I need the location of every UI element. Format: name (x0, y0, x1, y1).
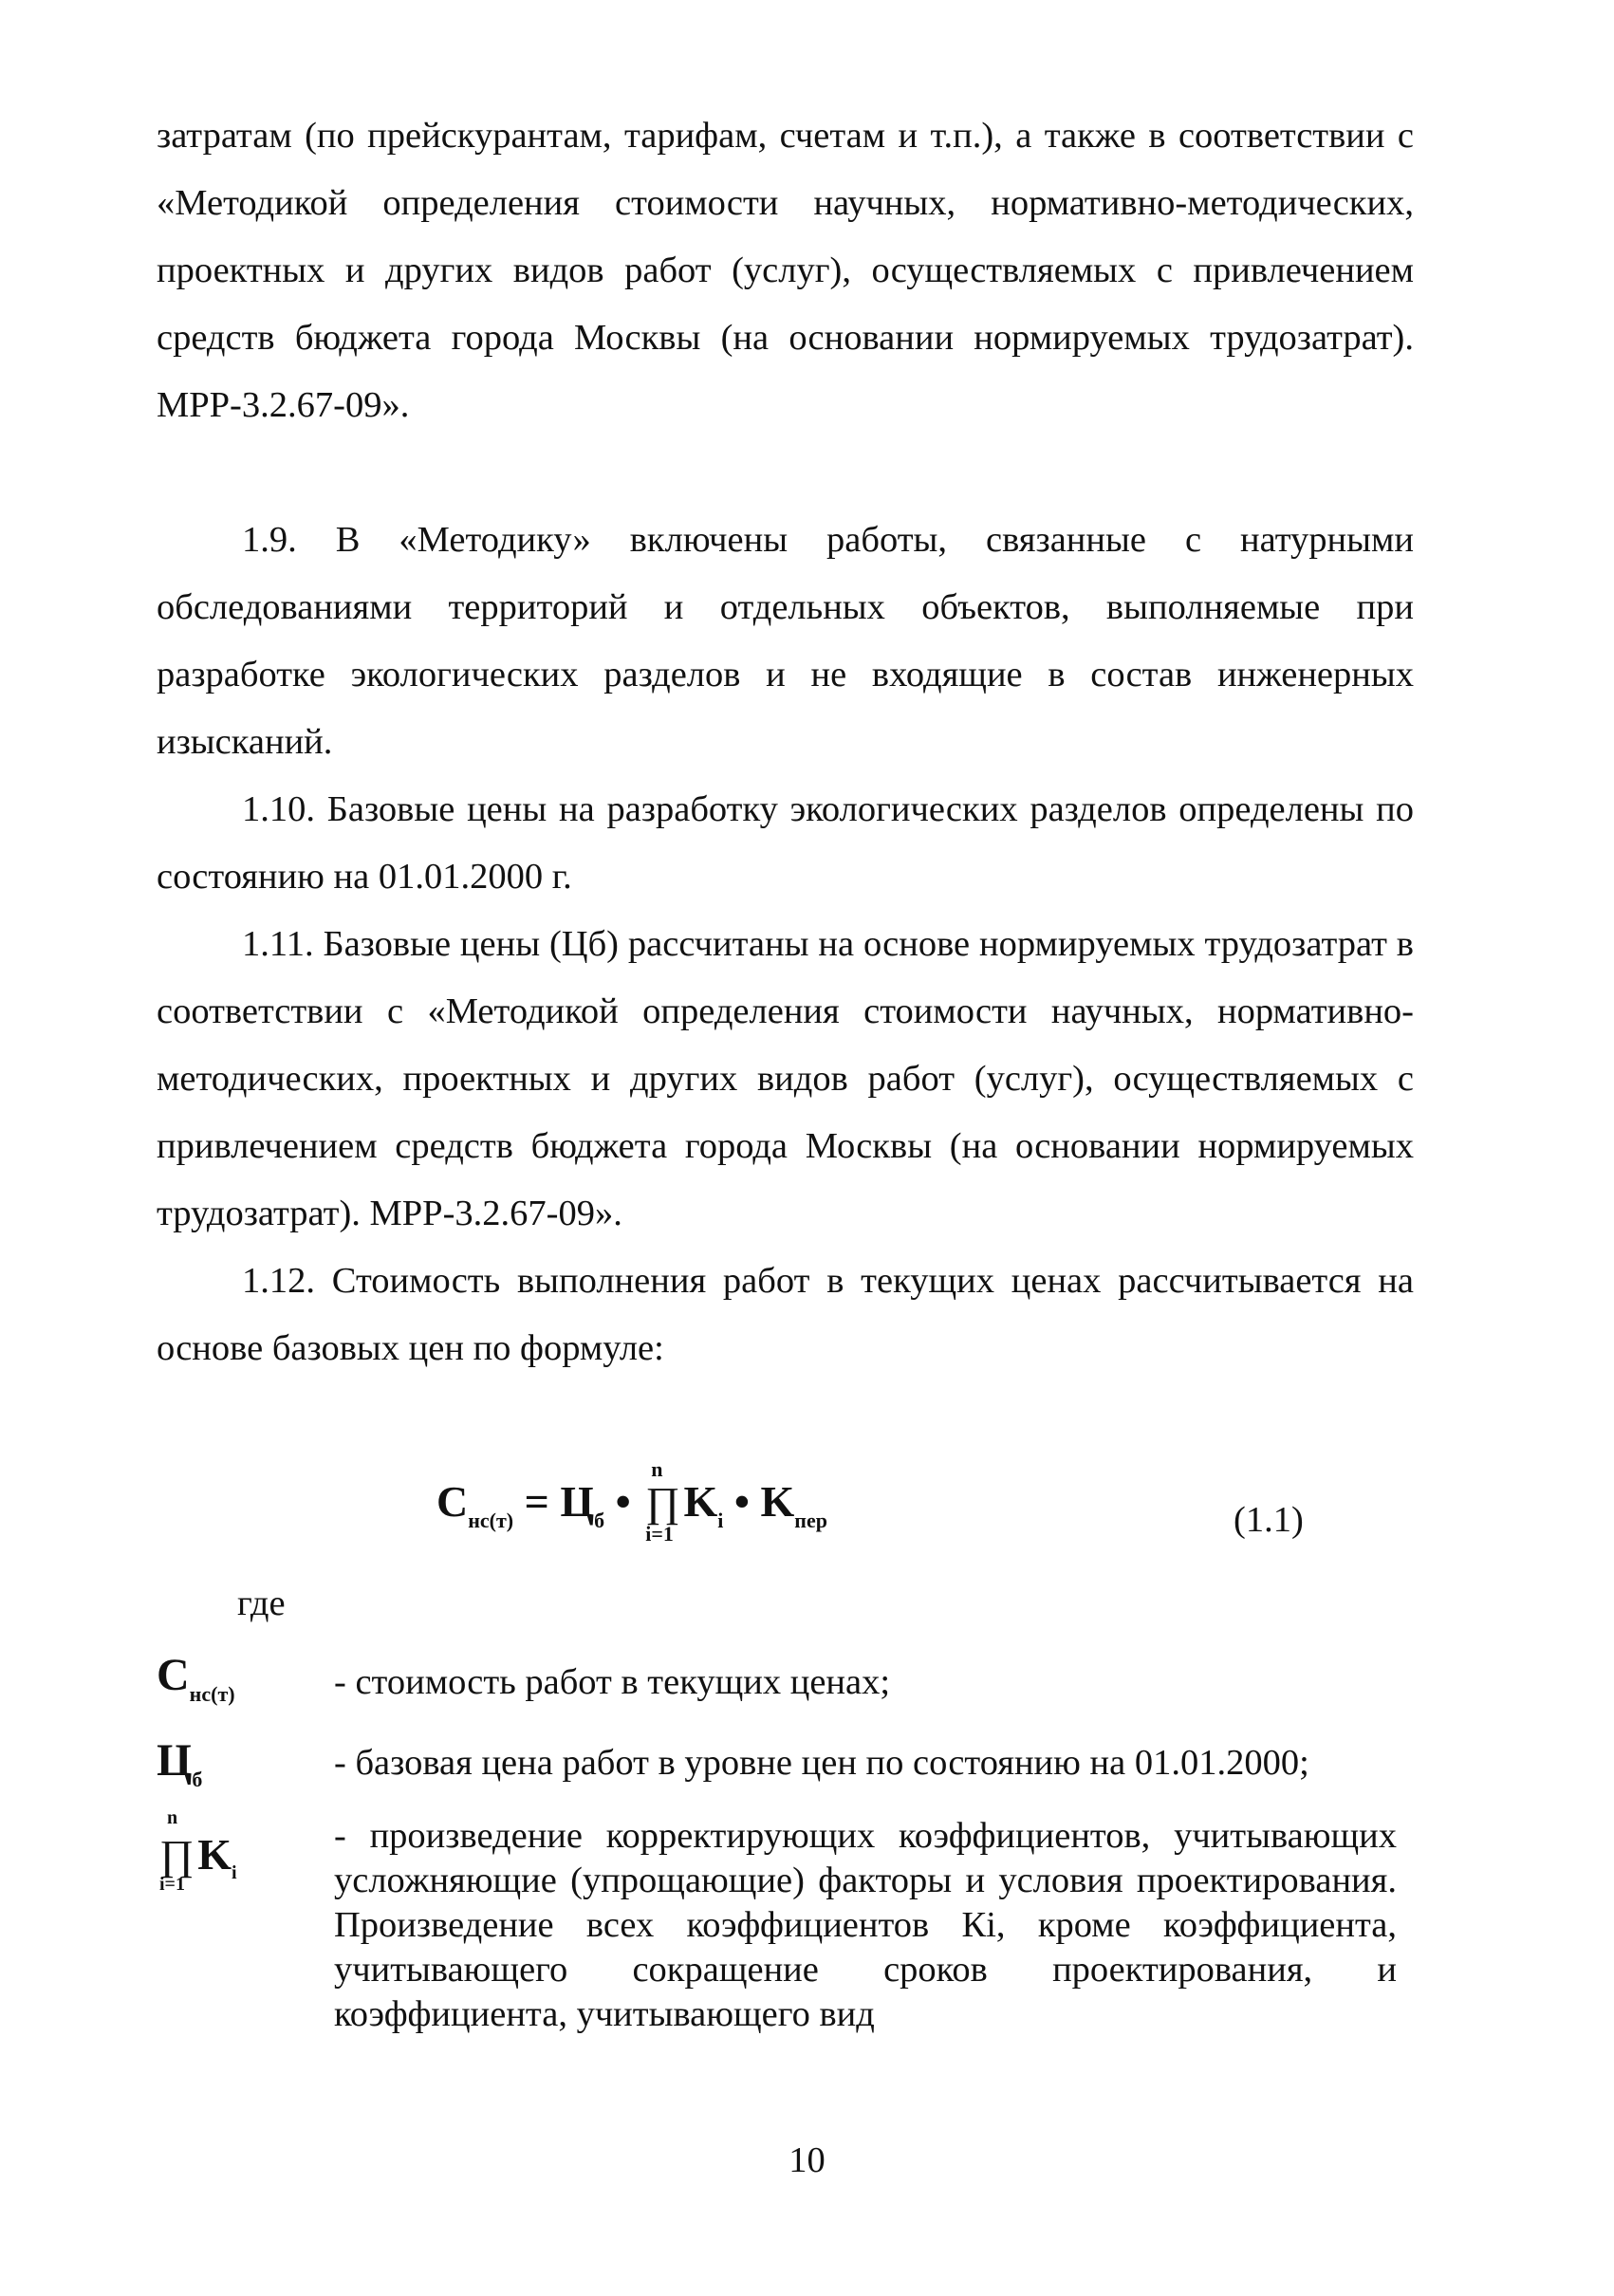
formula-dot-2: • (723, 1477, 761, 1526)
definition-symbol-base-price: $Ц_б$ (157, 1735, 203, 1791)
definition-text-product: - произведение корректирующих коэффициентов, учитывающих усложняющие (упрощающие) факторы и условия проектирования. Произведение всех коэффициентов Кi, кроме коэффициента, учитывающего сокращение сроков проектирования, и коэффициента, учитывающего вид (334, 1816, 1397, 2034)
product-lower-limit: i=1 (645, 1522, 674, 1546)
product-symbol: ∏ n i=1 (645, 1457, 680, 1546)
paragraph-continuation: затратам (по прейскурантам, тарифам, счетам и т.п.), а также в соответствии с «Методикой определения стоимости научных, нормативно-методических, проектных и других видов работ (услуг), осуществляемых с привлечением средств бюджета города Москвы (на основании нормируемых трудозатрат). МРР-3.2.67-09». (157, 116, 1414, 425)
definition-symbol-cost: $С_{нс(т)}$ (157, 1650, 235, 1706)
where-label: где (237, 1583, 286, 1623)
formula-k-per-sub: пер (794, 1509, 827, 1532)
formula-1-1 (436, 1457, 827, 1546)
formula-k-per: K (760, 1477, 795, 1526)
formula-base-price: Ц (560, 1477, 595, 1526)
formula-k-sub: i (717, 1509, 724, 1532)
formula-dot-1: • (604, 1477, 642, 1526)
formula-lhs-sub: нс(т) (468, 1509, 514, 1532)
definition-symbol-product: ∏ n i=1 $K_i$ (159, 1807, 237, 1895)
product-upper-limit: n (651, 1457, 663, 1481)
formula-equals: = (513, 1477, 561, 1526)
product-icon: ∏ (159, 1832, 195, 1879)
definition-text-cost: - стоимость работ в текущих ценах; (334, 1662, 891, 1702)
formula-base-price-sub: б (594, 1509, 605, 1532)
formula-lhs: С (436, 1477, 469, 1526)
equation-number: (1.1) (1234, 1500, 1304, 1540)
formula-k: K (683, 1477, 718, 1526)
page-number: 10 (788, 2140, 826, 2180)
paragraph-1-10: 1.10. Базовые цены на разработку экологических разделов определены по состоянию на 01.01.2000 г. (157, 789, 1414, 897)
paragraph-1-12: 1.12. Стоимость выполнения работ в текущих ценах рассчитывается на основе базовых цен по формуле: (157, 1261, 1414, 1368)
definition-text-base-price: - базовая цена работ в уровне цен по состоянию на 01.01.2000; (334, 1743, 1309, 1783)
paragraph-1-9: 1.9. В «Методику» включены работы, связанные с натурными обследованиями территорий и отдельных объектов, выполняемые при разработке экологических разделов и не входящие в состав инженерных изысканий. (157, 520, 1414, 762)
paragraph-1-11: 1.11. Базовые цены (Цб) рассчитаны на основе нормируемых трудозатрат в соответствии с «Методикой определения стоимости научных, нормативно-методических, проектных и других видов работ (услуг), осуществляемых с привлечением средств бюджета города Москвы (на основании нормируемых трудозатрат). МРР-3.2.67-09». (157, 924, 1414, 1233)
